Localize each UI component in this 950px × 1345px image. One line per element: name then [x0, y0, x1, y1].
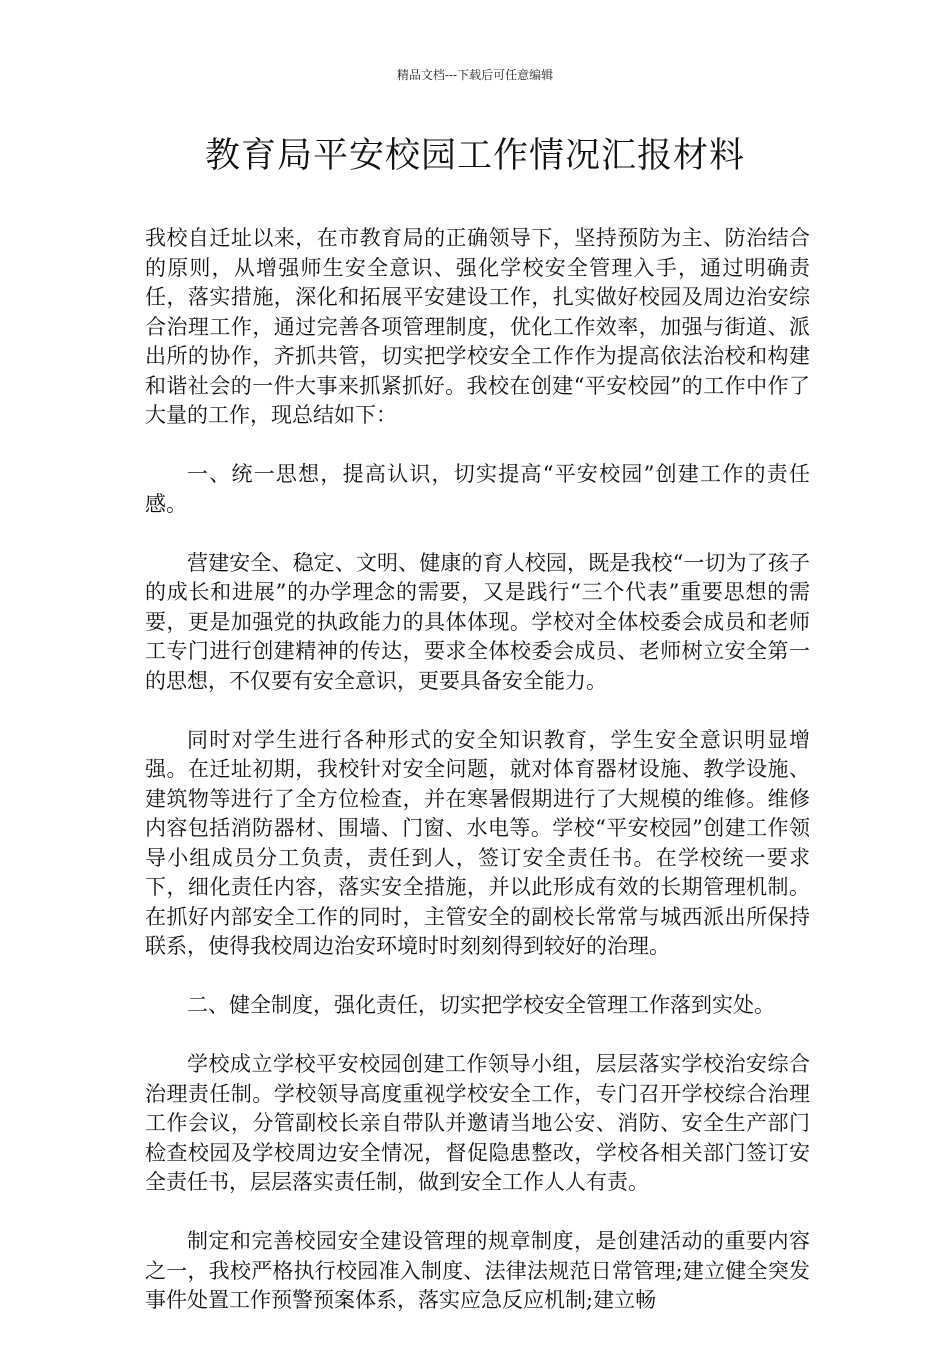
paragraph: 营建安全、稳定、文明、健康的育人校园，既是我校“一切为了孩子的成长和进展”的办学理念的需要，又是践行“三个代表”重要思想的需要，更是加强党的执政能力的具体体现。学校对全体校委会成员和老师工专门进行创建精神的传达，要求全体校委会成员、老师树立安全第一的思想，不仅要有安全意识，更要具备安全能力。	[145, 550, 810, 693]
paragraph: 同时对学生进行各种形式的安全知识教育，学生安全意识明显增强。在迁址初期，我校针对安全问题，就对体育器材设施、教学设施、建筑物等进行了全方位检查，并在寒暑假期进行了大规模的维修。维修内容包括消防器材、围墙、门窗、水电等。学校“平安校园”创建工作领导小组成员分工负责，责任到人，签订安全责任书。在学校统一要求下，细化责任内容，落实安全措施，并以此形成有效的长期管理机制。在抓好内部安全工作的同时，主管安全的副校长常常与城西派出所保持联系，使得我校周边治安环境时时刻刻得到较好的治理。	[145, 727, 810, 958]
section-heading-2: 二、健全制度，强化责任，切实把学校安全管理工作落到实处。	[187, 993, 775, 1017]
paragraph: 学校成立学校平安校园创建工作领导小组，层层落实学校治安综合治理责任制。学校领导高度重视学校安全工作，专门召开学校综合治理工作会议，分管副校长亲自带队并邀请当地公安、消防、安全生产部门检查校园及学校周边安全情况，督促隐患整改，学校各相关部门签订安全责任书，层层落实责任制，做到安全工作人人有责。	[145, 1052, 810, 1194]
header-note: 精品文档---下载后可任意编辑	[396, 68, 554, 82]
document-title: 教育局平安校园工作情况汇报材料	[204, 136, 745, 176]
paragraph-intro: 我校自迁址以来，在市教育局的正确领导下，坚持预防为主、防治结合的原则，从增强师生安全意识、强化学校安全管理入手，通过明确责任，落实措施，深化和拓展平安建设工作，扎实做好校园及周边治安综合治理工作，通过完善各项管理制度，优化工作效率，加强与街道、派出所的协作，齐抓共管，切实把学校安全工作作为提高依法治校和构建和谐社会的一件大事来抓紧抓好。我校在创建“平安校园”的工作中作了大量的工作，现总结如下：	[145, 226, 810, 427]
paragraph: 制定和完善校园安全建设管理的规章制度，是创建活动的重要内容之一，我校严格执行校园准入制度、法律法规范日常管理;建立健全突发事件处置工作预警预案体系，落实应急反应机制;建立畅	[145, 1229, 810, 1312]
document-body	[145, 224, 810, 1345]
section-heading-1: 一、统一思想，提高认识，切实提高“平安校园”创建工作的责任感。	[145, 462, 810, 516]
